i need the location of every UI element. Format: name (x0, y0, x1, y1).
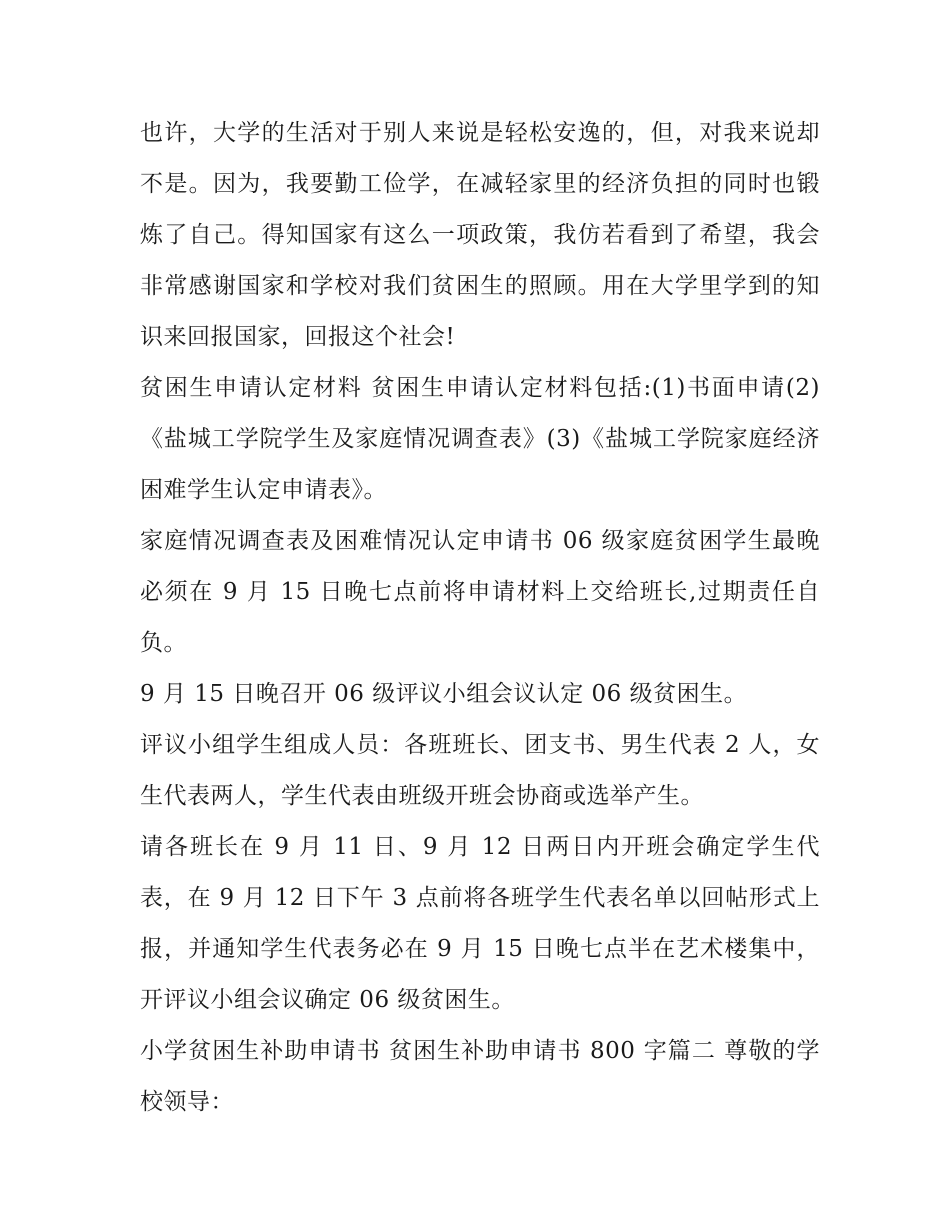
paragraph-3: 家庭情况调查表及困难情况认定申请书 06 级家庭贫困学生最晚必须在 9 月 15 日晚七点前将申请材料上交给班长,过期责任自负。 (140, 528, 820, 656)
paragraph-7: 小学贫困生补助申请书 贫困生补助申请书 800 字篇二 尊敬的学校领导： (140, 1038, 820, 1115)
document-page (140, 108, 820, 1128)
paragraph-1: 也许，大学的生活对于别人来说是轻松安逸的，但，对我来说却不是。因为，我要勤工俭学，在减轻家里的经济负担的同时也锻炼了自己。得知国家有这么一项政策，我仿若看到了希望，我会非常感谢国家和学校对我们贫困生的照顾。用在大学里学到的知识来回报国家，回报这个社会! (140, 120, 820, 350)
paragraph-4: 9 月 15 日晚召开 06 级评议小组会议认定 06 级贫困生。 (140, 681, 748, 707)
paragraph-2: 贫困生申请认定材料 贫困生申请认定材料包括:(1)书面申请(2)《盐城工学院学生及家庭情况调查表》(3)《盐城工学院家庭经济困难学生认定申请表》。 (140, 375, 820, 503)
paragraph-6: 请各班长在 9 月 11 日、9 月 12 日两日内开班会确定学生代表，在 9 月 12 日下午 3 点前将各班学生代表名单以回帖形式上报，并通知学生代表务必在 9 月 15 日晚七点半在艺术楼集中，开评议小组会议确定 06 级贫困生。 (140, 834, 820, 1013)
paragraph-5: 评议小组学生组成人员：各班班长、团支书、男生代表 2 人，女生代表两人，学生代表由班级开班会协商或选举产生。 (140, 732, 820, 809)
